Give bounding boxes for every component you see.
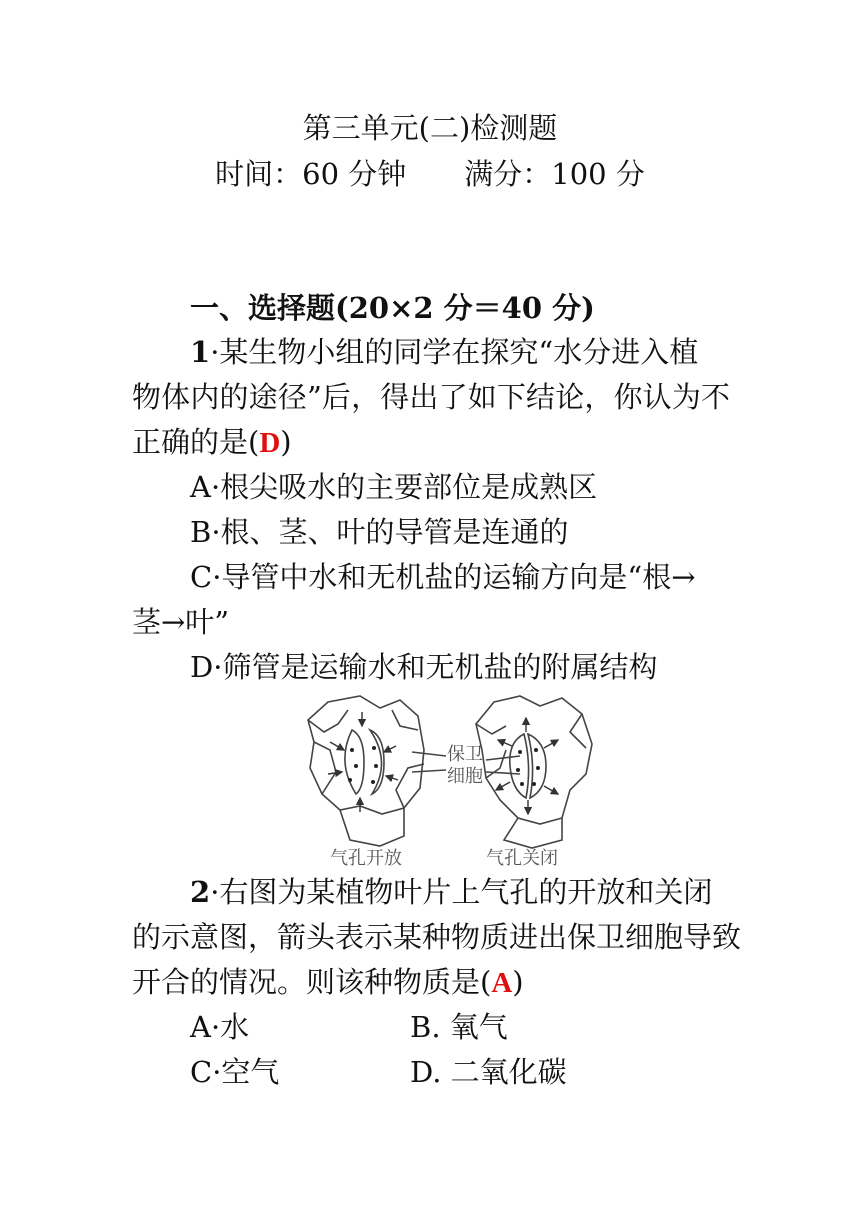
question-2-line-1: 2·右图为某植物叶片上气孔的开放和关闭 [190,875,713,909]
question-2-option-c: C·空气 [190,1055,280,1089]
question-1-option-d: D·筛管是运输水和无机盐的附属结构 [190,650,658,684]
question-2-number: 2 [190,875,211,909]
time-info: 时间：60 分钟 [215,157,407,191]
section-title: 一、选择题(20×2 分＝40 分) [190,291,595,325]
question-2-line-2: 的示意图，箭头表示某种物质进出保卫细胞导致 [132,920,742,954]
question-1-line-3: 正确的是(D) [132,425,292,459]
question-2-answer: A [491,967,513,999]
question-2-stem-1: 右图为某植物叶片上气孔的开放和关闭 [219,875,713,909]
question-1-option-c: C·导管中水和无机盐的运输方向是“根→ [190,560,696,594]
question-1-number: 1 [190,335,211,369]
guard-cell-label-1: 保卫 [447,744,483,765]
question-2-line-3: 开合的情况。则该种物质是(A) [132,965,524,999]
question-1-option-b: B·根、茎、叶的导管是连通的 [190,515,569,549]
question-2-option-a: A·水 [190,1010,250,1044]
caption-stoma-closed: 气孔关闭 [486,848,558,869]
exam-info [0,154,860,194]
question-1-answer: D [259,427,281,459]
question-1-line-2: 物体内的途径”后，得出了如下结论，你认为不 [132,380,730,414]
question-2-option-b: B. 氧气 [410,1010,508,1044]
score-info: 满分：100 分 [464,157,645,191]
guard-cell-label-2: 细胞 [447,766,483,787]
question-1-option-c-cont: 茎→叶” [132,605,230,639]
exam-title: 第三单元(二)检测题 [302,111,558,145]
question-1-stem-1: 某生物小组的同学在探究“水分进入植 [219,335,699,369]
question-2-option-d: D. 二氧化碳 [410,1055,567,1089]
stomata-figure [300,690,600,870]
question-1-option-a: A·根尖吸水的主要部位是成熟区 [190,470,598,504]
caption-stoma-open: 气孔开放 [330,848,402,869]
question-1-line-1: 1·某生物小组的同学在探究“水分进入植 [190,335,699,369]
